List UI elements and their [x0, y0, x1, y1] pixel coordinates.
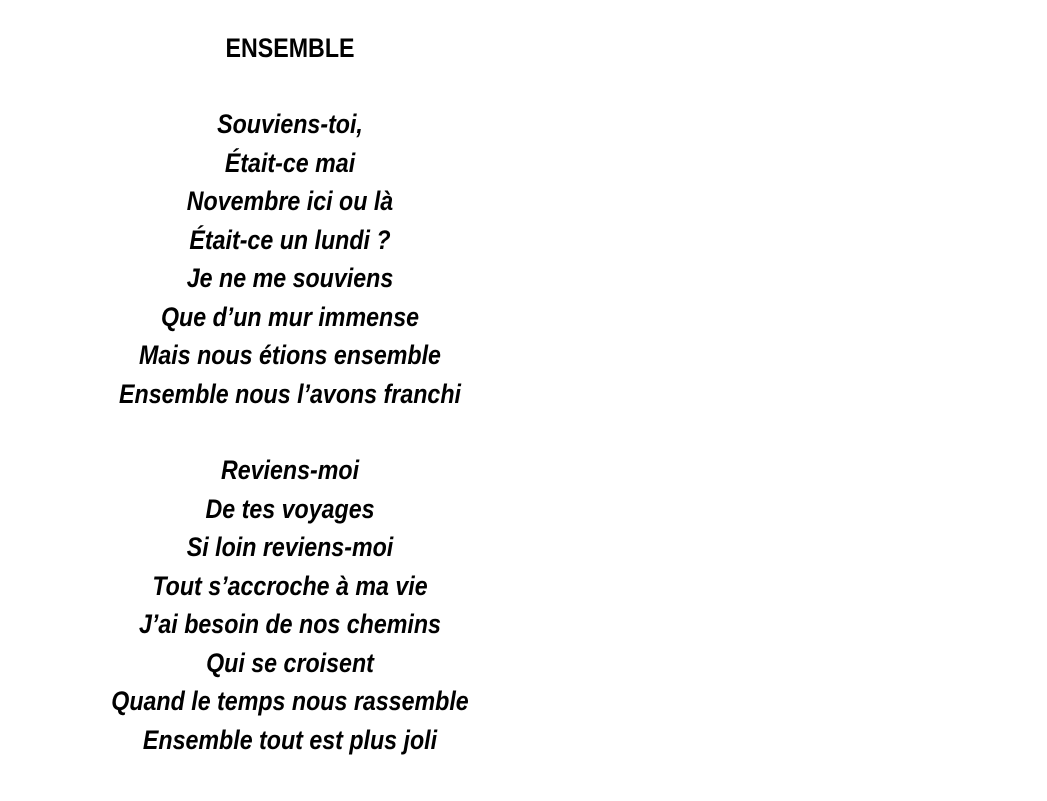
poem-line: Souviens-toi, — [217, 109, 363, 139]
stanza-2 — [0, 451, 580, 759]
stanza-1 — [0, 105, 580, 413]
poem-line: Si loin reviens-moi — [186, 532, 394, 562]
poem-line: Novembre ici ou là — [186, 186, 394, 216]
poem-line: Reviens-moi — [220, 455, 360, 485]
poem-line: Était-ce un lundi ? — [189, 224, 391, 255]
poem-line: Quand le temps nous rassemble — [111, 686, 469, 716]
poem-line: De tes voyages — [205, 493, 375, 524]
poem — [0, 30, 580, 759]
poem-line: Mais nous étions ensemble — [139, 340, 441, 370]
poem-line: Tout s’accroche à ma vie — [152, 570, 428, 601]
poem-title: ENSEMBLE — [225, 33, 355, 63]
poem-line: Je ne me souviens — [186, 263, 394, 293]
poem-line: J’ai besoin de nos chemins — [139, 609, 441, 639]
poem-line: Était-ce mai — [224, 147, 356, 178]
poem-line: Que d’un mur immense — [160, 301, 420, 332]
poem-line: Ensemble tout est plus joli — [142, 724, 438, 755]
poem-line: Qui se croisent — [206, 647, 374, 678]
poem-line: Ensemble nous l’avons franchi — [119, 378, 461, 409]
